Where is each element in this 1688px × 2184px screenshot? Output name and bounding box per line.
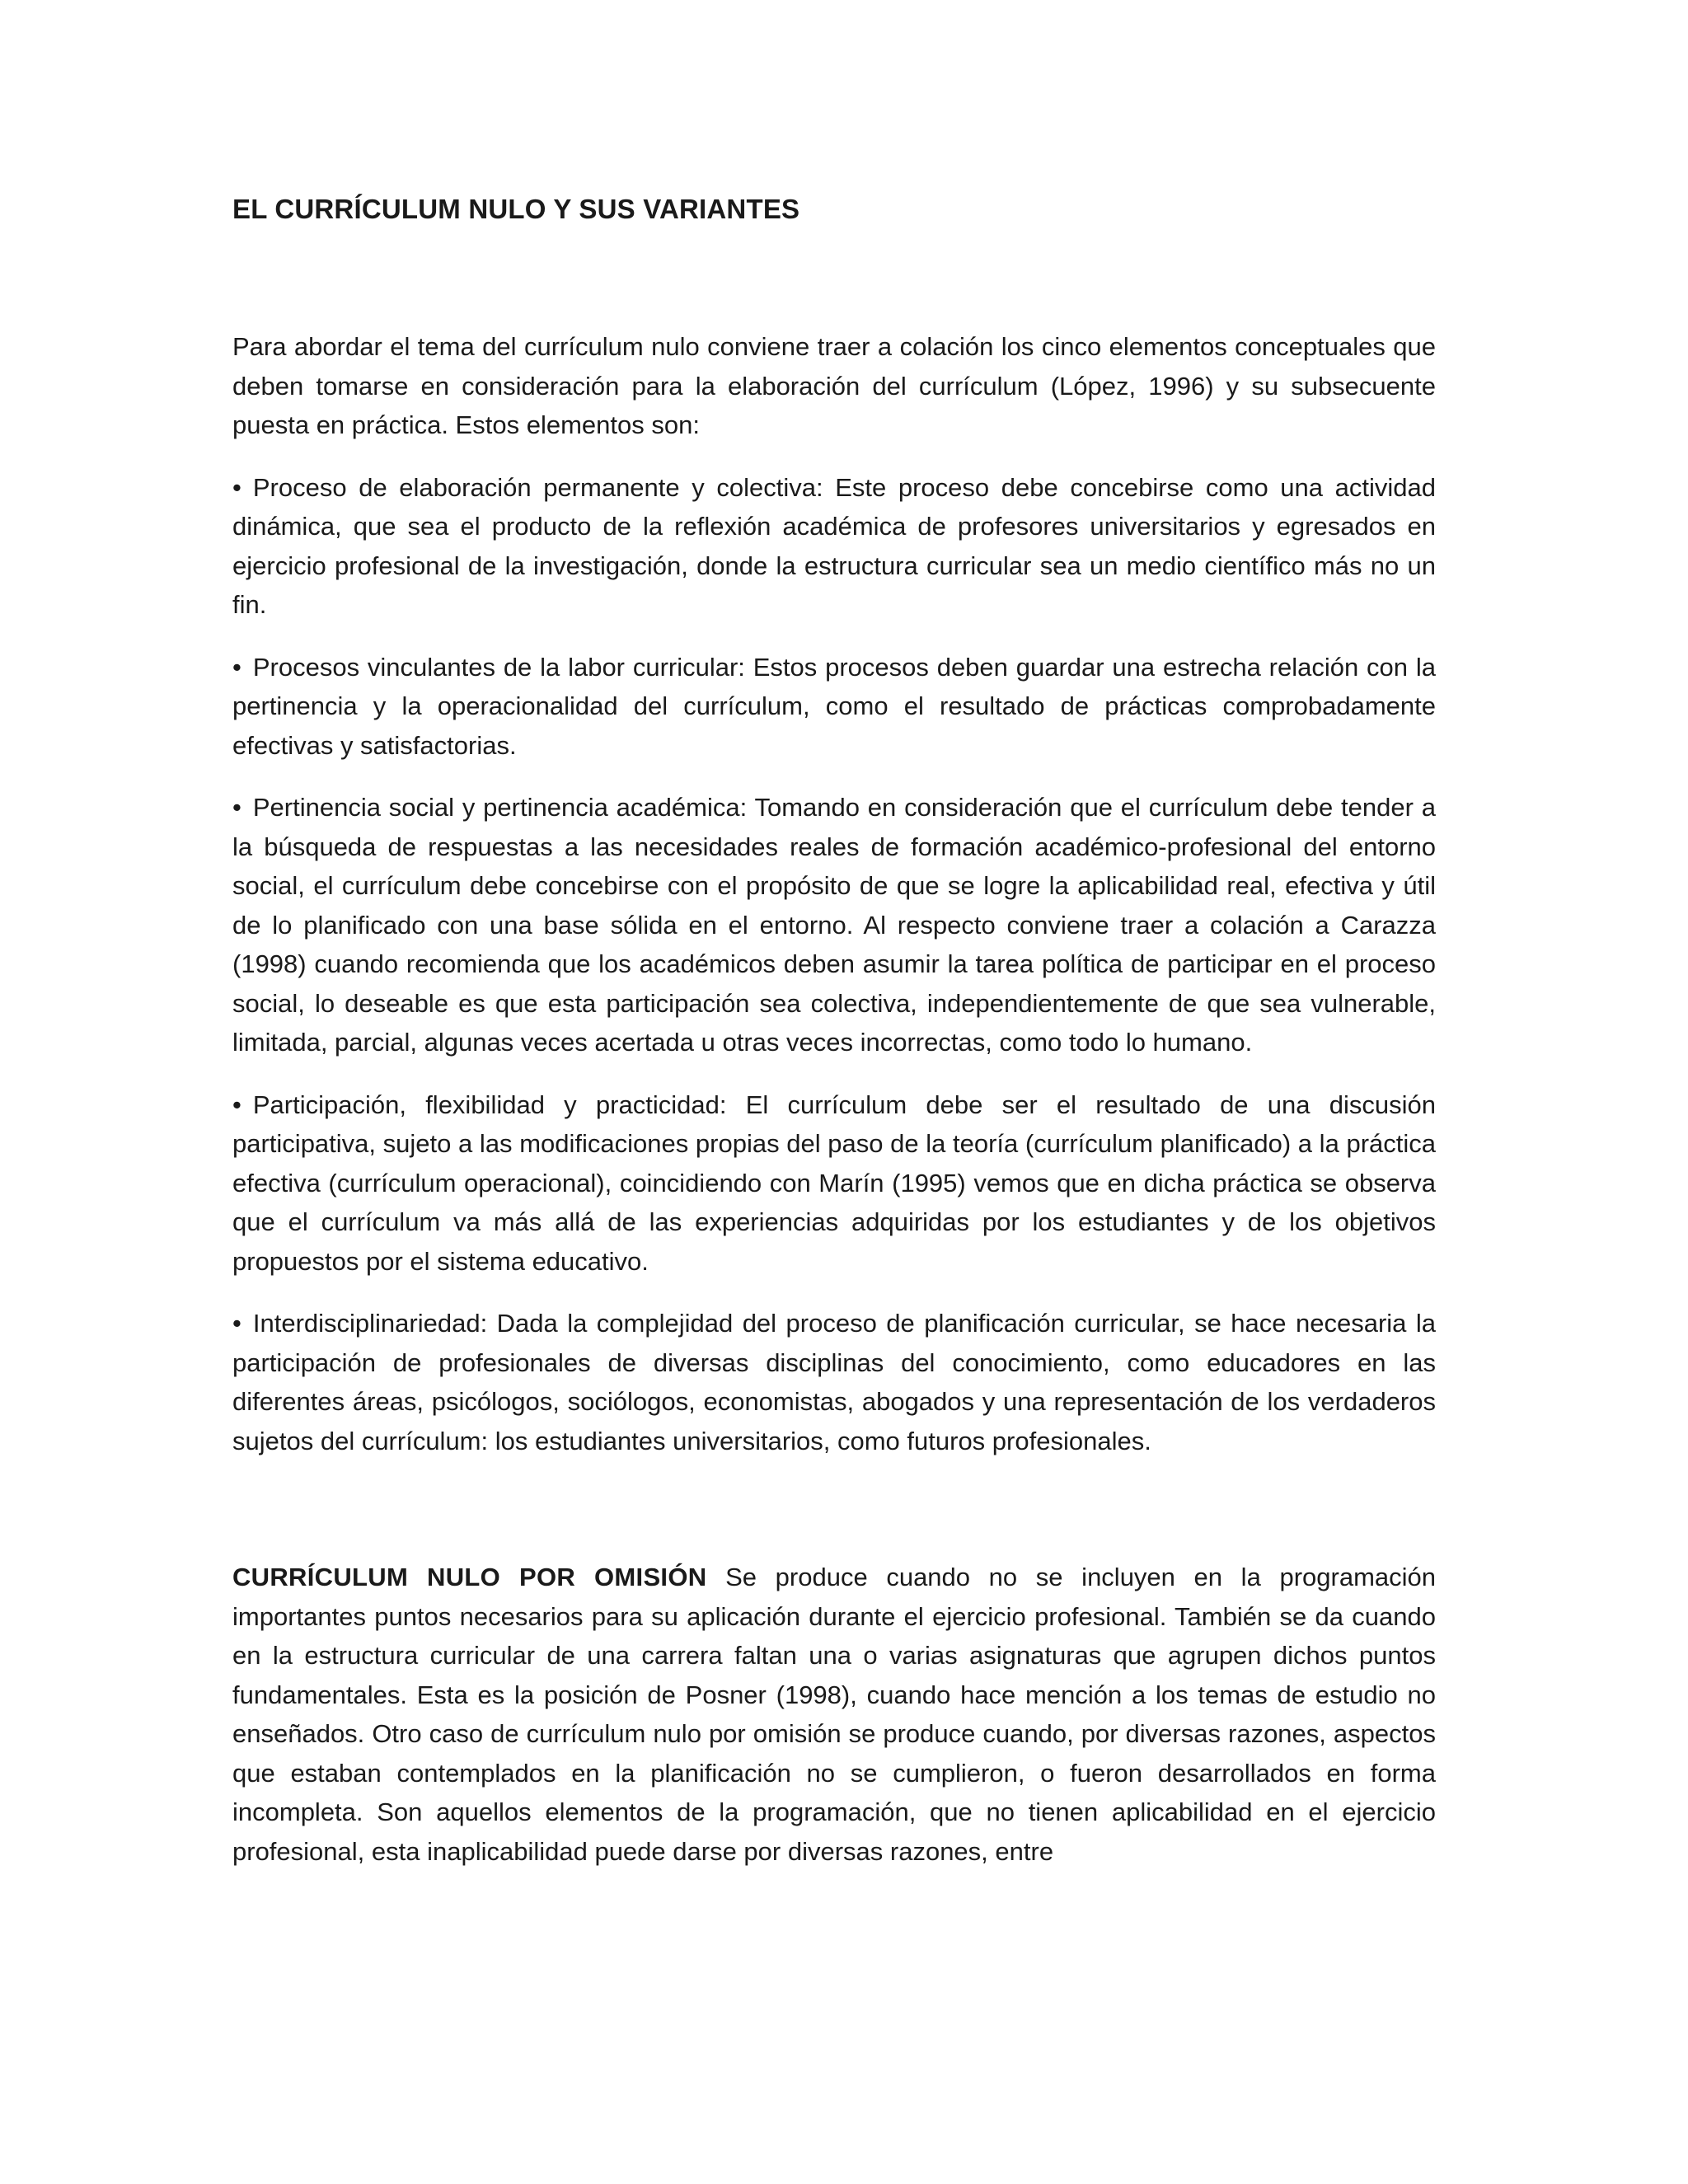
bullet-item-proceso — [232, 468, 1436, 625]
bullet-item-interdisciplinariedad — [232, 1304, 1436, 1460]
bullet-text: Interdisciplinariedad: Dada la complejidad del proceso de planificación curricular, se hace necesaria la participación de profesionales de diversas disciplinas del conocimiento, como educadores en las diferentes áreas, psicólogos, sociólogos, economistas, abogados y una representación de los verdaderos sujetos del currículum: los estudiantes universitarios, como futuros profesionales. — [232, 1309, 1436, 1455]
bullet-icon: • — [232, 1309, 241, 1338]
document-body — [232, 191, 1436, 1871]
omission-paragraph — [232, 1558, 1436, 1871]
bullet-text: Procesos vinculantes de la labor curricular: Estos procesos deben guardar una estrecha relación con la pertinencia y la operacionalidad del currículum, como el resultado de prácticas comprobadamente efectivas y satisfactorias. — [232, 652, 1436, 760]
document-title: EL CURRÍCULUM NULO Y SUS VARIANTES — [232, 194, 800, 224]
bullet-icon: • — [232, 652, 241, 682]
bullet-item-participacion — [232, 1085, 1436, 1282]
intro-paragraph: Para abordar el tema del currículum nulo conviene traer a colación los cinco elementos conceptuales que deben tomarse en consideración para la elaboración del currículum (López, 1996) y su subsecuente puesta en práctica. Estos elementos son: — [232, 332, 1436, 439]
omission-heading: CURRÍCULUM NULO POR OMISIÓN — [232, 1563, 707, 1591]
omission-text: Se produce cuando no se incluyen en la programación importantes puntos necesarios para su aplicación durante el ejercicio profesional. También se da cuando en la estructura curricular de una carrera faltan una o varias asignaturas que agrupen dichos puntos fundamentales. Esta es la posición de Posner (1998), cuando hace mención a los temas de estudio no enseñados. Otro caso de currículum nulo por omisión se produce cuando, por diversas razones, aspectos que estaban contemplados en la planificación no se cumplieron, o fueron desarrollados en forma incompleta. Son aquellos elementos de la programación, que no tienen aplicabilidad en el ejercicio profesional, esta inaplicabilidad puede darse por diversas razones, entre — [232, 1563, 1436, 1866]
bullet-text: Participación, flexibilidad y practicidad: El currículum debe ser el resultado de una discusión participativa, sujeto a las modificaciones propias del paso de la teoría (currículum planificado) a la práctica efectiva (currículum operacional), coincidiendo con Marín (1995) vemos que en dicha práctica se observa que el currículum va más allá de las experiencias adquiridas por los estudiantes y de los objetivos propuestos por el sistema educativo. — [232, 1090, 1436, 1276]
bullet-item-procesos-vinculantes — [232, 648, 1436, 766]
bullet-icon: • — [232, 793, 241, 822]
bullet-text: Proceso de elaboración permanente y colectiva: Este proceso debe concebirse como una actividad dinámica, que sea el producto de la reflexión académica de profesores universitarios y egresados en ejercicio profesional de la investigación, donde la estructura curricular sea un medio científico más no un fin. — [232, 472, 1436, 619]
bullet-icon: • — [232, 1090, 241, 1119]
bullet-item-pertinencia — [232, 788, 1436, 1062]
bullet-icon: • — [232, 472, 241, 502]
bullet-text: Pertinencia social y pertinencia académica: Tomando en consideración que el currículum debe tender a la búsqueda de respuestas a las necesidades reales de formación académico-profesional del entorno social, el currículum debe concebirse con el propósito de que se logre la aplicabilidad real, efectiva y útil de lo planificado con una base sólida en el entorno. Al respecto conviene traer a colación a Carazza (1998) cuando recomienda que los académicos deben asumir la tarea política de participar en el proceso social, lo deseable es que esta participación sea colectiva, independientemente de que sea vulnerable, limitada, parcial, algunas veces acertada u otras veces incorrectas, como todo lo humano. — [232, 793, 1436, 1057]
